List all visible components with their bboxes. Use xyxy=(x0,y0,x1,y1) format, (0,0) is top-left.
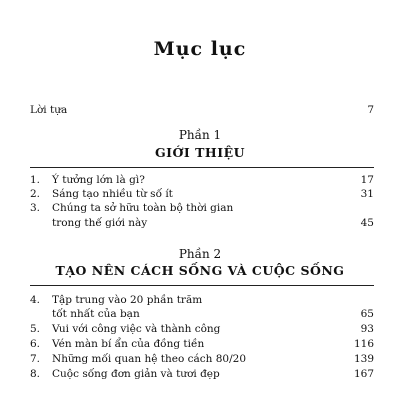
toc-entry-label: Những mối quan hệ theo cách 80/20 xyxy=(52,353,247,365)
toc-entry-3-continued xyxy=(30,216,374,230)
toc-entry-number: 4. xyxy=(30,294,41,306)
toc-entry-label: Lời tựa xyxy=(30,104,68,116)
toc-entry-label: Chúng ta sở hữu toàn bộ thời gian xyxy=(52,202,234,214)
toc-entry-page: 116 xyxy=(353,338,374,350)
part-1-title: GIỚI THIỆU xyxy=(155,145,245,160)
toc-entry-label: Tập trung vào 20 phần trăm xyxy=(52,294,203,306)
toc-entry-page: 7 xyxy=(367,104,374,116)
toc-entry-page: 65 xyxy=(360,308,374,320)
part-2-divider xyxy=(30,285,374,286)
toc-entry-8 xyxy=(30,367,374,381)
toc-entry-1 xyxy=(30,173,374,187)
toc-entry-3 xyxy=(30,201,374,215)
toc-entry-number: 2. xyxy=(30,188,41,200)
part-2-title: TẠO NÊN CÁCH SỐNG VÀ CUỘC SỐNG xyxy=(55,263,345,278)
toc-entry-4 xyxy=(30,293,374,307)
toc-entry-label-continued: tốt nhất của bạn xyxy=(52,308,140,320)
toc-entry-page: 45 xyxy=(360,217,374,229)
part-2-label: Phần 2 xyxy=(178,247,222,261)
toc-entry-label: Cuộc sống đơn giản và tươi đẹp xyxy=(52,368,220,380)
toc-entry-label: Sáng tạo nhiều từ số ít xyxy=(52,188,173,200)
toc-entry-label-continued: trong thế giới này xyxy=(52,217,148,229)
toc-entry-preface xyxy=(30,103,374,117)
toc-entry-number: 6. xyxy=(30,338,41,350)
toc-entry-number: 3. xyxy=(30,202,41,214)
toc-entry-label: Vén màn bí ẩn của đồng tiền xyxy=(52,338,205,350)
toc-entry-page: 167 xyxy=(353,368,374,380)
part-1-label: Phần 1 xyxy=(178,128,222,142)
toc-entry-page: 93 xyxy=(360,323,374,335)
toc-entry-number: 5. xyxy=(30,323,41,335)
toc-entry-4-continued xyxy=(30,307,374,321)
page-title: Mục lục xyxy=(153,38,247,60)
toc-entry-number: 7. xyxy=(30,353,41,365)
toc-entry-number: 8. xyxy=(30,368,41,380)
toc-entry-5 xyxy=(30,322,374,336)
toc-entry-6 xyxy=(30,337,374,351)
toc-entry-page: 31 xyxy=(360,188,374,200)
toc-entry-label: Vui với công việc và thành công xyxy=(52,323,221,335)
toc-entry-page: 17 xyxy=(360,174,374,186)
toc-entry-7 xyxy=(30,352,374,366)
toc-entry-number: 1. xyxy=(30,174,41,186)
toc-entry-2 xyxy=(30,187,374,201)
toc-entry-label: Ý tưởng lớn là gì? xyxy=(52,174,145,186)
toc-entry-page: 139 xyxy=(353,353,374,365)
part-1-divider xyxy=(30,167,374,168)
